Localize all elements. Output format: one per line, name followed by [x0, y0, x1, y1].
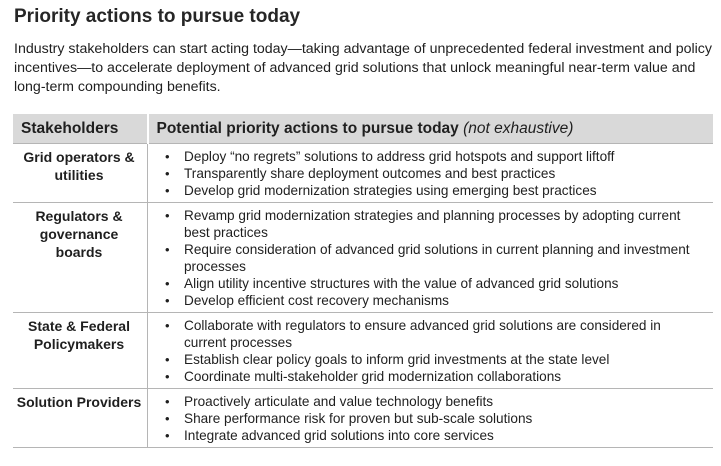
action-text: Establish clear policy goals to inform grid investments at the state level — [184, 352, 610, 367]
action-text: Develop grid modernization strategies using emerging best practices — [184, 183, 597, 198]
bullet-icon: • — [165, 276, 170, 291]
list-item — [158, 182, 705, 199]
bullet-icon: • — [165, 166, 170, 181]
action-text: Collaborate with regulators to ensure advanced grid solutions are considered in current processes — [184, 318, 661, 350]
bullet-icon: • — [165, 208, 170, 223]
list-item — [158, 351, 705, 368]
stakeholder-cell: State & Federal Policymakers — [13, 313, 148, 389]
action-text: Require consideration of advanced grid solutions in current planning and investment processes — [184, 242, 690, 274]
bullet-icon: • — [165, 242, 170, 257]
header-stakeholders: Stakeholders — [13, 114, 148, 144]
list-item — [158, 427, 705, 444]
bullet-icon: • — [165, 411, 170, 426]
action-text: Proactively articulate and value technology benefits — [184, 394, 494, 409]
actions-list — [158, 317, 705, 385]
list-item — [158, 207, 705, 241]
stakeholder-cell: Grid operators & utilities — [13, 144, 148, 203]
intro-paragraph: Industry stakeholders can start acting today—taking advantage of unprecedented federal investment and policy incentives—to accelerate deployment of advanced grid solutions that unlock meaningful near-term value and long-term compounding benefits. — [14, 41, 712, 95]
action-text: Deploy “no regrets” solutions to address grid hotspots and support liftoff — [184, 149, 615, 164]
list-item — [158, 148, 705, 165]
actions-cell — [148, 203, 714, 313]
action-text: Develop efficient cost recovery mechanisms — [184, 293, 449, 308]
table-row — [13, 144, 713, 203]
list-item — [158, 410, 705, 427]
header-actions — [148, 114, 714, 144]
list-item — [158, 275, 705, 292]
action-text: Integrate advanced grid solutions into core services — [184, 428, 494, 443]
bullet-icon: • — [165, 149, 170, 164]
actions-cell — [148, 144, 714, 203]
bullet-icon: • — [165, 352, 170, 367]
list-item — [158, 368, 705, 385]
stakeholder-cell: Regulators & governance boards — [13, 203, 148, 313]
bullet-icon: • — [165, 428, 170, 443]
list-item — [158, 317, 705, 351]
actions-list — [158, 148, 705, 199]
action-text: Revamp grid modernization strategies and planning processes by adopting current best practices — [184, 208, 681, 240]
actions-list — [158, 207, 705, 309]
action-text: Transparently share deployment outcomes and best practices — [184, 166, 556, 181]
stakeholder-cell: Solution Providers — [13, 389, 148, 448]
table-row — [13, 313, 713, 389]
priority-actions-table — [13, 114, 713, 448]
list-item — [158, 165, 705, 182]
table-header-row — [13, 114, 713, 144]
action-text: Share performance risk for proven but sub-scale solutions — [184, 411, 533, 426]
page-title: Priority actions to pursue today — [14, 6, 301, 27]
list-item — [158, 393, 705, 410]
bullet-icon: • — [165, 318, 170, 333]
action-text: Align utility incentive structures with the value of advanced grid solutions — [184, 276, 619, 291]
action-text: Coordinate multi-stakeholder grid modernization collaborations — [184, 369, 562, 384]
list-item — [158, 241, 705, 275]
bullet-icon: • — [165, 394, 170, 409]
table-row — [13, 203, 713, 313]
header-actions-label: Potential priority actions to pursue today — [156, 119, 459, 137]
actions-cell — [148, 313, 714, 389]
bullet-icon: • — [165, 293, 170, 308]
list-item — [158, 292, 705, 309]
actions-cell — [148, 389, 714, 448]
bullet-icon: • — [165, 369, 170, 384]
header-actions-note: (not exhaustive) — [463, 119, 574, 137]
table-row — [13, 389, 713, 448]
bullet-icon: • — [165, 183, 170, 198]
table-body — [13, 144, 713, 448]
actions-list — [158, 393, 705, 444]
